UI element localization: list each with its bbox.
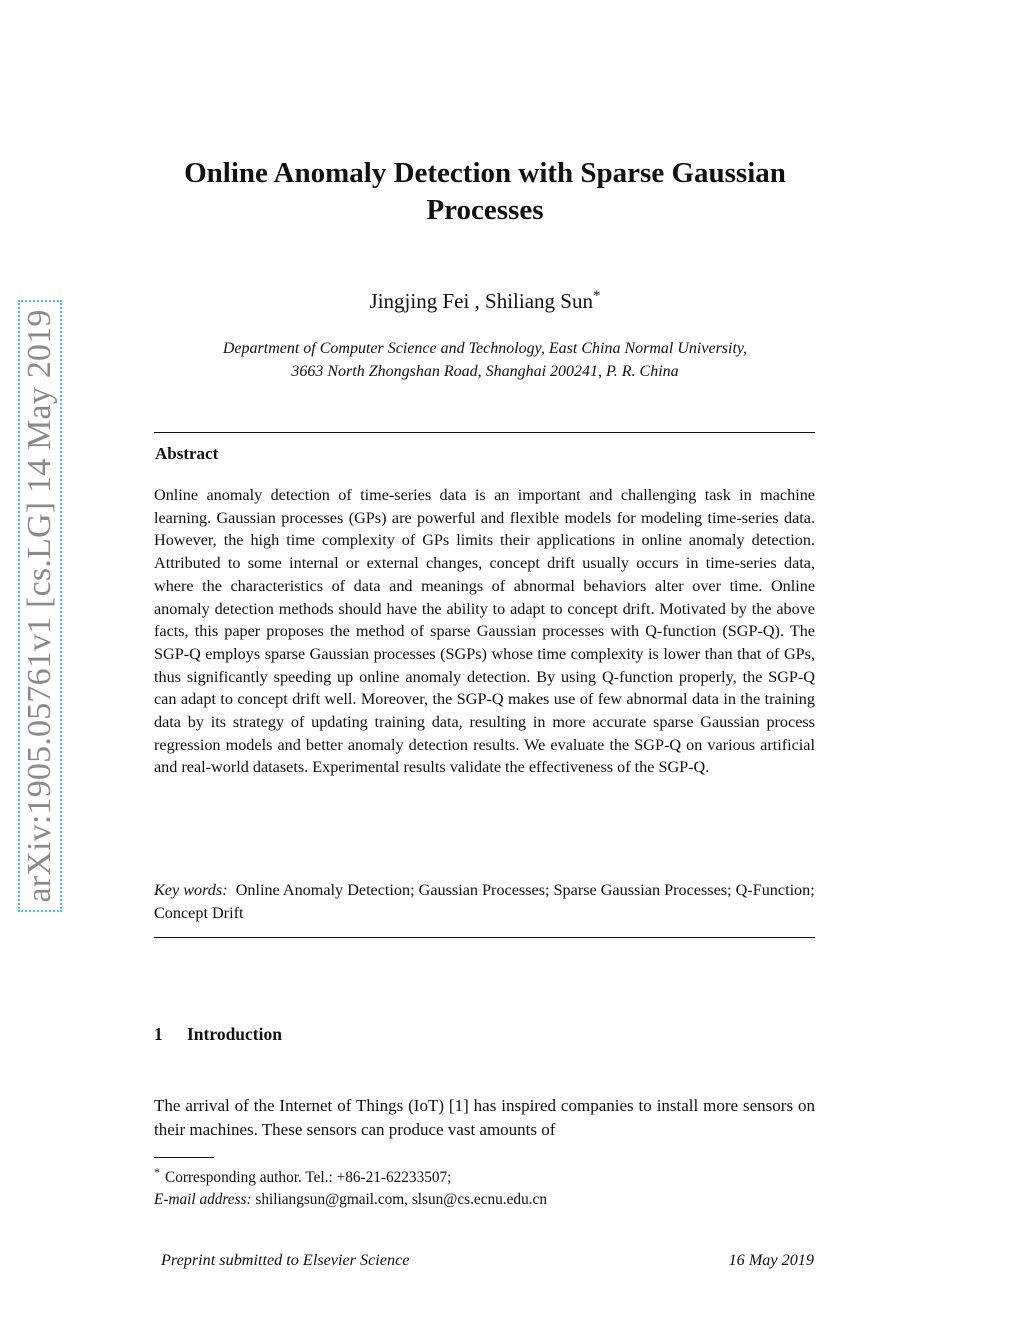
author-names: Jingjing Fei , Shiliang Sun <box>369 289 593 313</box>
footnote-corresponding-text: Corresponding author. Tel.: +86-21-62233507; <box>165 1169 452 1187</box>
abstract-top-rule <box>154 432 815 433</box>
abstract-text: Online anomaly detection of time-series data is an important and challenging task in machine learning. Gaussian processes (GPs) are powerful and flexible models for modeling time-series data. However, the high time complexity of GPs limits their applications in online anomaly detection. Attributed to some internal or external changes, concept drift usually occurs in time-series data, where the characteristics of data and meanings of abnormal behaviors alter over time. Online anomaly detection methods should have the ability to adapt to concept drift. Motivated by the above facts, this paper proposes the method of sparse Gaussian processes with Q-function (SGP-Q). The SGP-Q employs sparse Gaussian processes (SGPs) whose time complexity is lower than that of GPs, thus significantly speeding up online anomaly detection. By using Q-function properly, the SGP-Q can adapt to concept drift well. Moreover, the SGP-Q makes use of few abnormal data in the training data by its strategy of updating training data, resulting in more accurate sparse Gaussian process regression models and better anomaly detection results. We evaluate the SGP-Q on various artificial and real-world datasets. Experimental results validate the effectiveness of the SGP-Q. <box>154 486 815 777</box>
arxiv-side-stamp[interactable] <box>18 300 62 912</box>
section-title: Introduction <box>187 1024 282 1044</box>
footer-date: 16 May 2019 <box>728 1251 814 1269</box>
email-label: E-mail address: <box>154 1191 252 1209</box>
email-addresses[interactable]: shiliangsun@gmail.com, slsun@cs.ecnu.edu.cn <box>255 1191 547 1209</box>
abstract-heading: Abstract <box>155 444 219 463</box>
footnote-rule <box>154 1157 214 1158</box>
corresponding-author-mark: * <box>592 288 601 304</box>
footnote-mark: * <box>154 1165 160 1179</box>
footnote-email <box>154 1189 815 1211</box>
section-number: 1 <box>154 1024 163 1044</box>
affiliation <box>130 337 840 383</box>
footer-preprint-note: Preprint submitted to Elsevier Science <box>161 1251 410 1269</box>
footnote <box>154 1161 815 1211</box>
arxiv-identifier[interactable]: arXiv:1905.05761v1 [cs.LG] 14 May 2019 <box>21 309 58 903</box>
abstract-bottom-rule <box>154 937 815 938</box>
affiliation-line-1: Department of Computer Science and Technology, East China Normal University, <box>222 340 748 357</box>
footnote-corresponding <box>154 1161 815 1189</box>
keywords-text: Online Anomaly Detection; Gaussian Processes; Sparse Gaussian Processes; Q-Function; Concept Drift <box>154 881 815 922</box>
paper-title: Online Anomaly Detection with Sparse Gaussian Processes <box>184 157 786 226</box>
affiliation-line-2: 3663 North Zhongshan Road, Shanghai 200241, P. R. China <box>291 363 679 380</box>
author-list <box>155 288 815 314</box>
introduction-paragraph: The arrival of the Internet of Things (IoT) [1] has inspired companies to install more sensors on their machines. These sensors can produce vast amounts of <box>154 1096 815 1139</box>
keywords <box>154 879 815 924</box>
section-heading-introduction <box>154 1024 282 1045</box>
keywords-label: Key words: <box>154 881 228 899</box>
